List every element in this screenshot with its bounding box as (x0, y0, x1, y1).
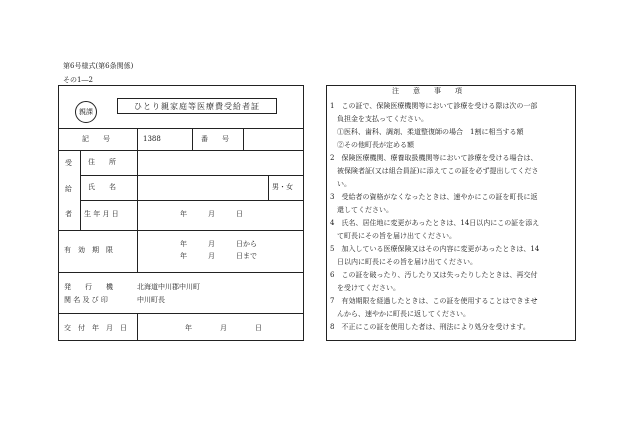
notes-line-9: 還してください。 (330, 206, 393, 214)
notes-line-15: を受けてください。 (330, 284, 400, 292)
birth-label: 生 年 月 日 (84, 210, 119, 218)
certificate-title: ひとり親家庭等医療費受給者証 (117, 98, 277, 114)
recipient-label-2: 給 (65, 185, 72, 193)
bango-label: 番 号 (201, 135, 229, 143)
issuer-label-1: 発 行 機 (64, 283, 113, 291)
validity-label: 有 効 期 限 (64, 246, 113, 254)
notes-line-2: 負担金を支払ってください。 (330, 115, 428, 123)
recipient-label-1: 受 (65, 159, 72, 167)
notes-line-6: 被保険者証(又は組合員証)に添えてこの証を必ず提出してくださ (330, 167, 539, 175)
notes-heading: 注 意 事 項 (392, 87, 462, 95)
address-label: 住 所 (88, 158, 116, 166)
notes-line-14: 6 この証を破ったり、汚したり又は失ったりしたときは、再交付 (330, 271, 538, 279)
recipient-label-3: 者 (65, 210, 72, 218)
notes-line-16: 7 有効期限を経過したときは、この証を使用することはできませ (330, 297, 538, 305)
kigo-value: 1388 (143, 135, 161, 143)
kigo-label: 記 号 (82, 135, 110, 143)
notes-line-7: い。 (330, 180, 351, 188)
notes-line-17: んから、速やかに町長に返してください。 (330, 310, 470, 318)
name-label: 氏 名 (88, 183, 116, 191)
notes-line-3: ①医科、歯科、調剤、柔道整復師の場合 1割に相当する額 (330, 128, 524, 136)
gender-value: 男・女 (272, 183, 293, 191)
issuer-label-2: 関 名 及 び 印 (64, 296, 108, 304)
notes-line-1: 1 この証で、保険医療機関等において診療を受ける際は次の一部 (330, 102, 538, 110)
notes-line-10: 4 氏名、居住地に変更があったときは、14日以内にこの証を添え (330, 219, 540, 227)
form-number: 第6号様式(第6条関係) (63, 62, 134, 70)
issuer-value-2: 中川町長 (137, 296, 165, 304)
validity-to: 年 月 日まで (180, 252, 257, 260)
notes-line-5: 2 保険医療機関、療養取扱機関等において診療を受ける場合は、 (330, 154, 538, 162)
issuer-value-1: 北海道中川郡中川町 (137, 283, 200, 291)
notes-line-11: て町長にその旨を届け出てください。 (330, 232, 456, 240)
issue-date-label: 交 付 年 月 日 (64, 324, 127, 332)
issue-date-value: 年 月 日 (185, 324, 262, 332)
notes-line-18: 8 不正にこの証を使用した者は、刑法により処分を受けます。 (330, 323, 530, 331)
notes-line-12: 5 加入している医療保険又はその内容に変更があったときは、14 (330, 245, 540, 253)
sub-number: その1―2 (63, 76, 93, 84)
validity-from: 年 月 日から (180, 240, 257, 248)
notes-line-8: 3 受給者の資格がなくなったときは、速やかにこの証を町長に返 (330, 193, 538, 201)
birth-value: 年 月 日 (180, 210, 243, 218)
notes-line-13: 日以内に町長にその旨を届け出てください。 (330, 258, 477, 266)
notes-line-4: ②その他町長が定める額 (330, 141, 414, 149)
seal-stamp: 親課 (75, 101, 97, 123)
